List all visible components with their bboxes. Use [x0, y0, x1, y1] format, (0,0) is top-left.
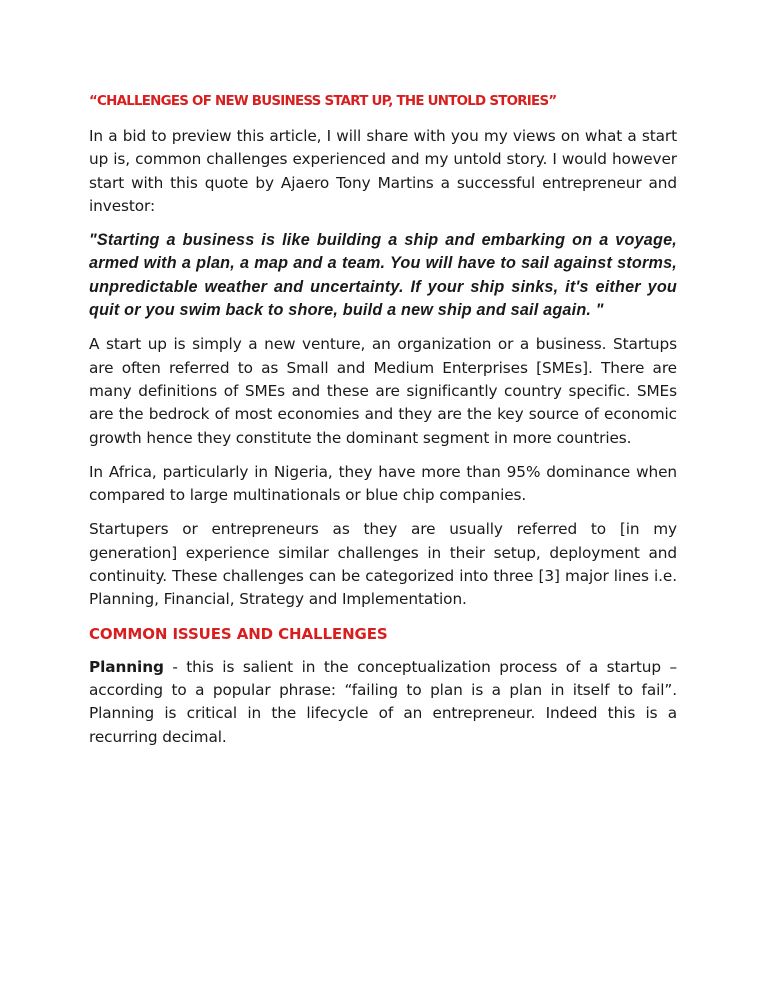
startup-definition-paragraph: A start up is simply a new venture, an organization or a business. Startups are often referred to as Small and Medium Enterprises [SMEs]. There are many definitions of SMEs and these are significantly country specific. SMEs are the bedrock of most economies and they are the key source of economic growth hence they constitute the dominant segment in more countries.	[89, 335, 677, 447]
quote-paragraph: "Starting a business is like building a ship and embarking on a voyage, armed with a plan, a map and a team. You will have to sail against storms, unpredictable weather and uncertainty. If your ship sinks, it's either you quit or you swim back to shore, build a new ship and sail again. "	[89, 231, 677, 320]
section-heading: COMMON ISSUES AND CHALLENGES	[89, 624, 388, 643]
intro-paragraph: In a bid to preview this article, I will share with you my views on what a start up is, common challenges experienced and my untold story. I would however start with this quote by Ajaero Tony Martins a successful entrepreneur and investor:	[89, 127, 677, 215]
planning-paragraph	[89, 656, 677, 749]
startupers-paragraph: Startupers or entrepreneurs as they are usually referred to [in my generation] experience similar challenges in their setup, deployment and continuity. These challenges can be categorized into three [3] major lines i.e. Planning, Financial, Strategy and Implementation.	[89, 520, 677, 609]
article-title: “CHALLENGES OF NEW BUSINESS START UP, THE UNTOLD STORIES”	[89, 94, 557, 109]
planning-term: Planning	[89, 657, 164, 676]
document-page	[89, 92, 677, 760]
planning-text: - this is salient in the conceptualization process of a startup – according to a popular phrase: “failing to plan is a plan in itself to fail”. Planning is critical in the lifecycle of an entrepreneur. Indeed this is a recurring decimal.	[89, 657, 677, 746]
africa-paragraph: In Africa, particularly in Nigeria, they have more than 95% dominance when compared to large multinationals or blue chip companies.	[89, 462, 677, 505]
